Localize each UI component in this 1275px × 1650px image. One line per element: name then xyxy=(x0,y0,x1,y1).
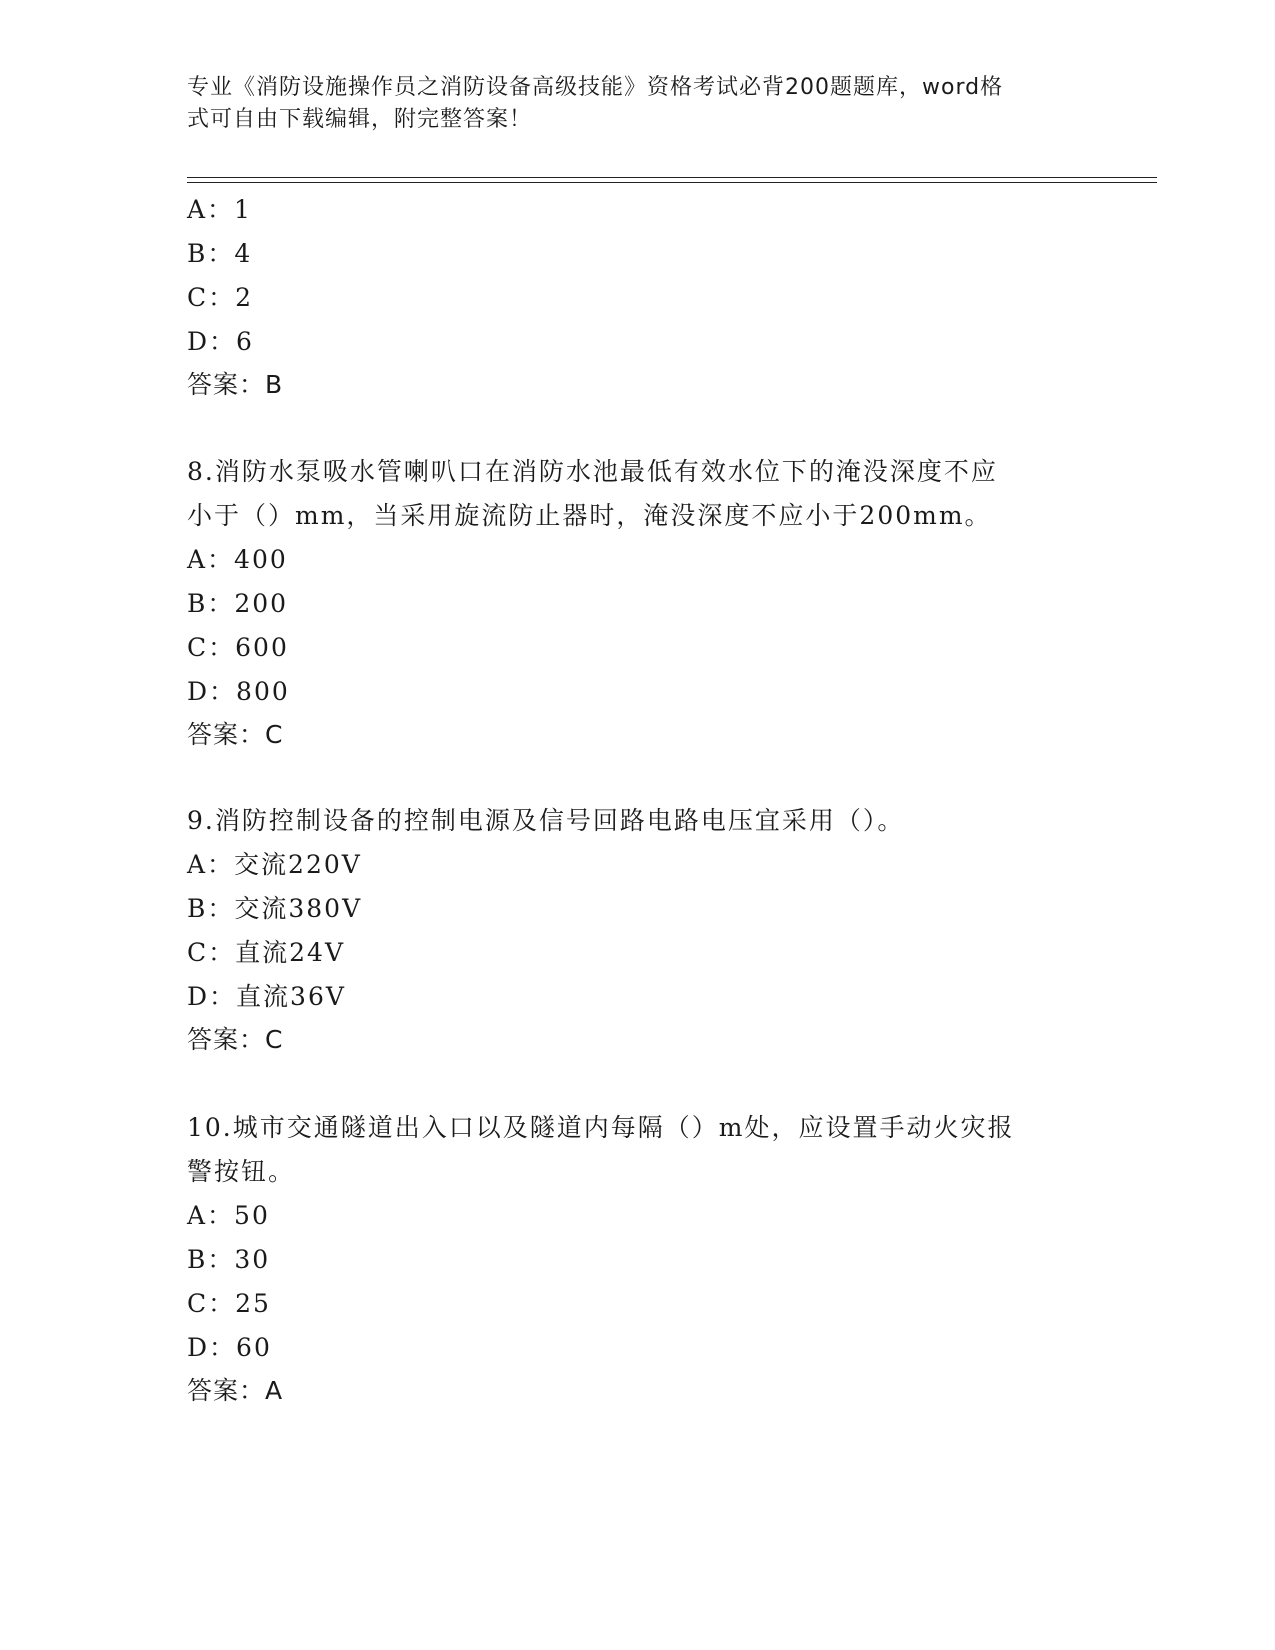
q10-option-b: B：30 xyxy=(187,1245,271,1274)
q8-option-c: C：600 xyxy=(187,633,289,662)
q10-stem-line-1: 10.城市交通隧道出入口以及隧道内每隔（）m处，应设置手动火灾报 xyxy=(187,1113,1015,1142)
header-divider-top xyxy=(187,177,1157,178)
q10-option-c: C：25 xyxy=(187,1289,271,1318)
q8-option-b: B：200 xyxy=(187,589,289,618)
q10-stem-line-2: 警按钮。 xyxy=(187,1157,296,1186)
q7-option-b: B：4 xyxy=(187,239,253,268)
header-title-line-2: 式可自由下载编辑，附完整答案！ xyxy=(187,107,533,132)
q7-option-d: D：6 xyxy=(187,327,254,356)
header-title-line-1: 专业《消防设施操作员之消防设备高级技能》资格考试必背200题题库，word格 xyxy=(187,75,1004,100)
q10-option-d: D：60 xyxy=(187,1333,272,1362)
q9-option-b: B：交流380V xyxy=(187,894,363,923)
q7-option-a: A：1 xyxy=(187,195,252,224)
q9-option-d: D：直流36V xyxy=(187,982,346,1011)
q8-option-d: D：800 xyxy=(187,677,290,706)
q9-answer: 答案：C xyxy=(187,1025,284,1054)
header-divider-bottom xyxy=(187,182,1157,183)
document-header xyxy=(187,72,1067,136)
q8-stem-line-2: 小于（）mm，当采用旋流防止器时，淹没深度不应小于200mm。 xyxy=(187,501,992,530)
q9-stem-line-1: 9.消防控制设备的控制电源及信号回路电路电压宜采用（）。 xyxy=(187,806,905,835)
q9-option-a: A：交流220V xyxy=(187,850,362,879)
q7-answer: 答案：B xyxy=(187,370,284,399)
q8-option-a: A：400 xyxy=(187,545,288,574)
q7-option-c: C：2 xyxy=(187,283,254,312)
q10-option-a: A：50 xyxy=(187,1201,270,1230)
q10-answer: 答案：A xyxy=(187,1376,284,1405)
q8-stem-line-1: 8.消防水泵吸水管喇叭口在消防水池最低有效水位下的淹没深度不应 xyxy=(187,457,998,486)
q8-answer: 答案：C xyxy=(187,720,284,749)
q9-option-c: C：直流24V xyxy=(187,938,345,967)
